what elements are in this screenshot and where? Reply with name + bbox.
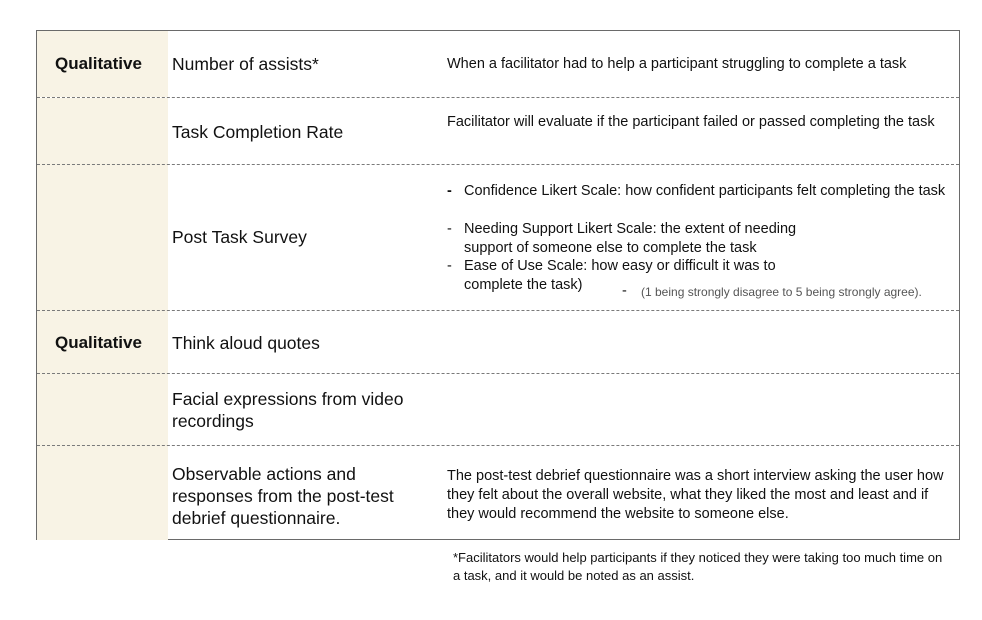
- metric-description: Facilitator will evaluate if the participant failed or passed completing the task: [447, 114, 935, 130]
- survey-bullet: Needing Support Likert Scale: the extent of needing support of someone else to complete the task: [464, 221, 797, 256]
- table-row: [37, 97, 959, 165]
- metric-name: Post Task Survey: [172, 227, 307, 247]
- category-cell: [37, 374, 168, 446]
- metric-description: When a facilitator had to help a participant struggling to complete a task: [447, 56, 907, 72]
- metric-name: Think aloud quotes: [172, 333, 320, 353]
- table-row: [37, 445, 959, 540]
- category-cell: [37, 165, 168, 311]
- survey-bullet: Ease of Use Scale: how easy or difficult it was to complete the task): [464, 258, 776, 293]
- bullet-dash: -: [447, 258, 452, 274]
- category-cell: [37, 311, 168, 374]
- metric-name: Facial expressions from video recordings: [172, 389, 404, 431]
- metric-description: The post-test debrief questionnaire was a short interview asking the user how they felt about the overall website, what they liked the most and least and if they would recommend the website to someone else.: [447, 468, 944, 522]
- bullet-dash: -: [622, 283, 627, 299]
- category-label: Qualitative: [55, 54, 142, 73]
- category-cell: [37, 98, 168, 165]
- table-row: [37, 373, 959, 446]
- metric-name: Task Completion Rate: [172, 122, 344, 142]
- bullet-dash: -: [447, 183, 452, 199]
- table-row: [37, 31, 959, 97]
- scale-note: (1 being strongly disagree to 5 being strongly agree).: [641, 285, 922, 299]
- survey-bullet: Confidence Likert Scale: how confident participants felt completing the task: [464, 183, 946, 199]
- table-row: [37, 310, 959, 374]
- metrics-table: [36, 30, 960, 540]
- category-cell: [37, 31, 168, 97]
- table-row: [37, 164, 959, 311]
- footnote: *Facilitators would help participants if they noticed they were taking too much time on a task, and it would be noted as an assist.: [453, 550, 943, 583]
- category-label: Qualitative: [55, 333, 142, 352]
- metric-name: Observable actions and responses from the post-test debrief questionnaire.: [172, 464, 394, 528]
- category-cell: [37, 446, 168, 540]
- metric-name: Number of assists*: [172, 54, 319, 74]
- bullet-dash: -: [447, 221, 452, 237]
